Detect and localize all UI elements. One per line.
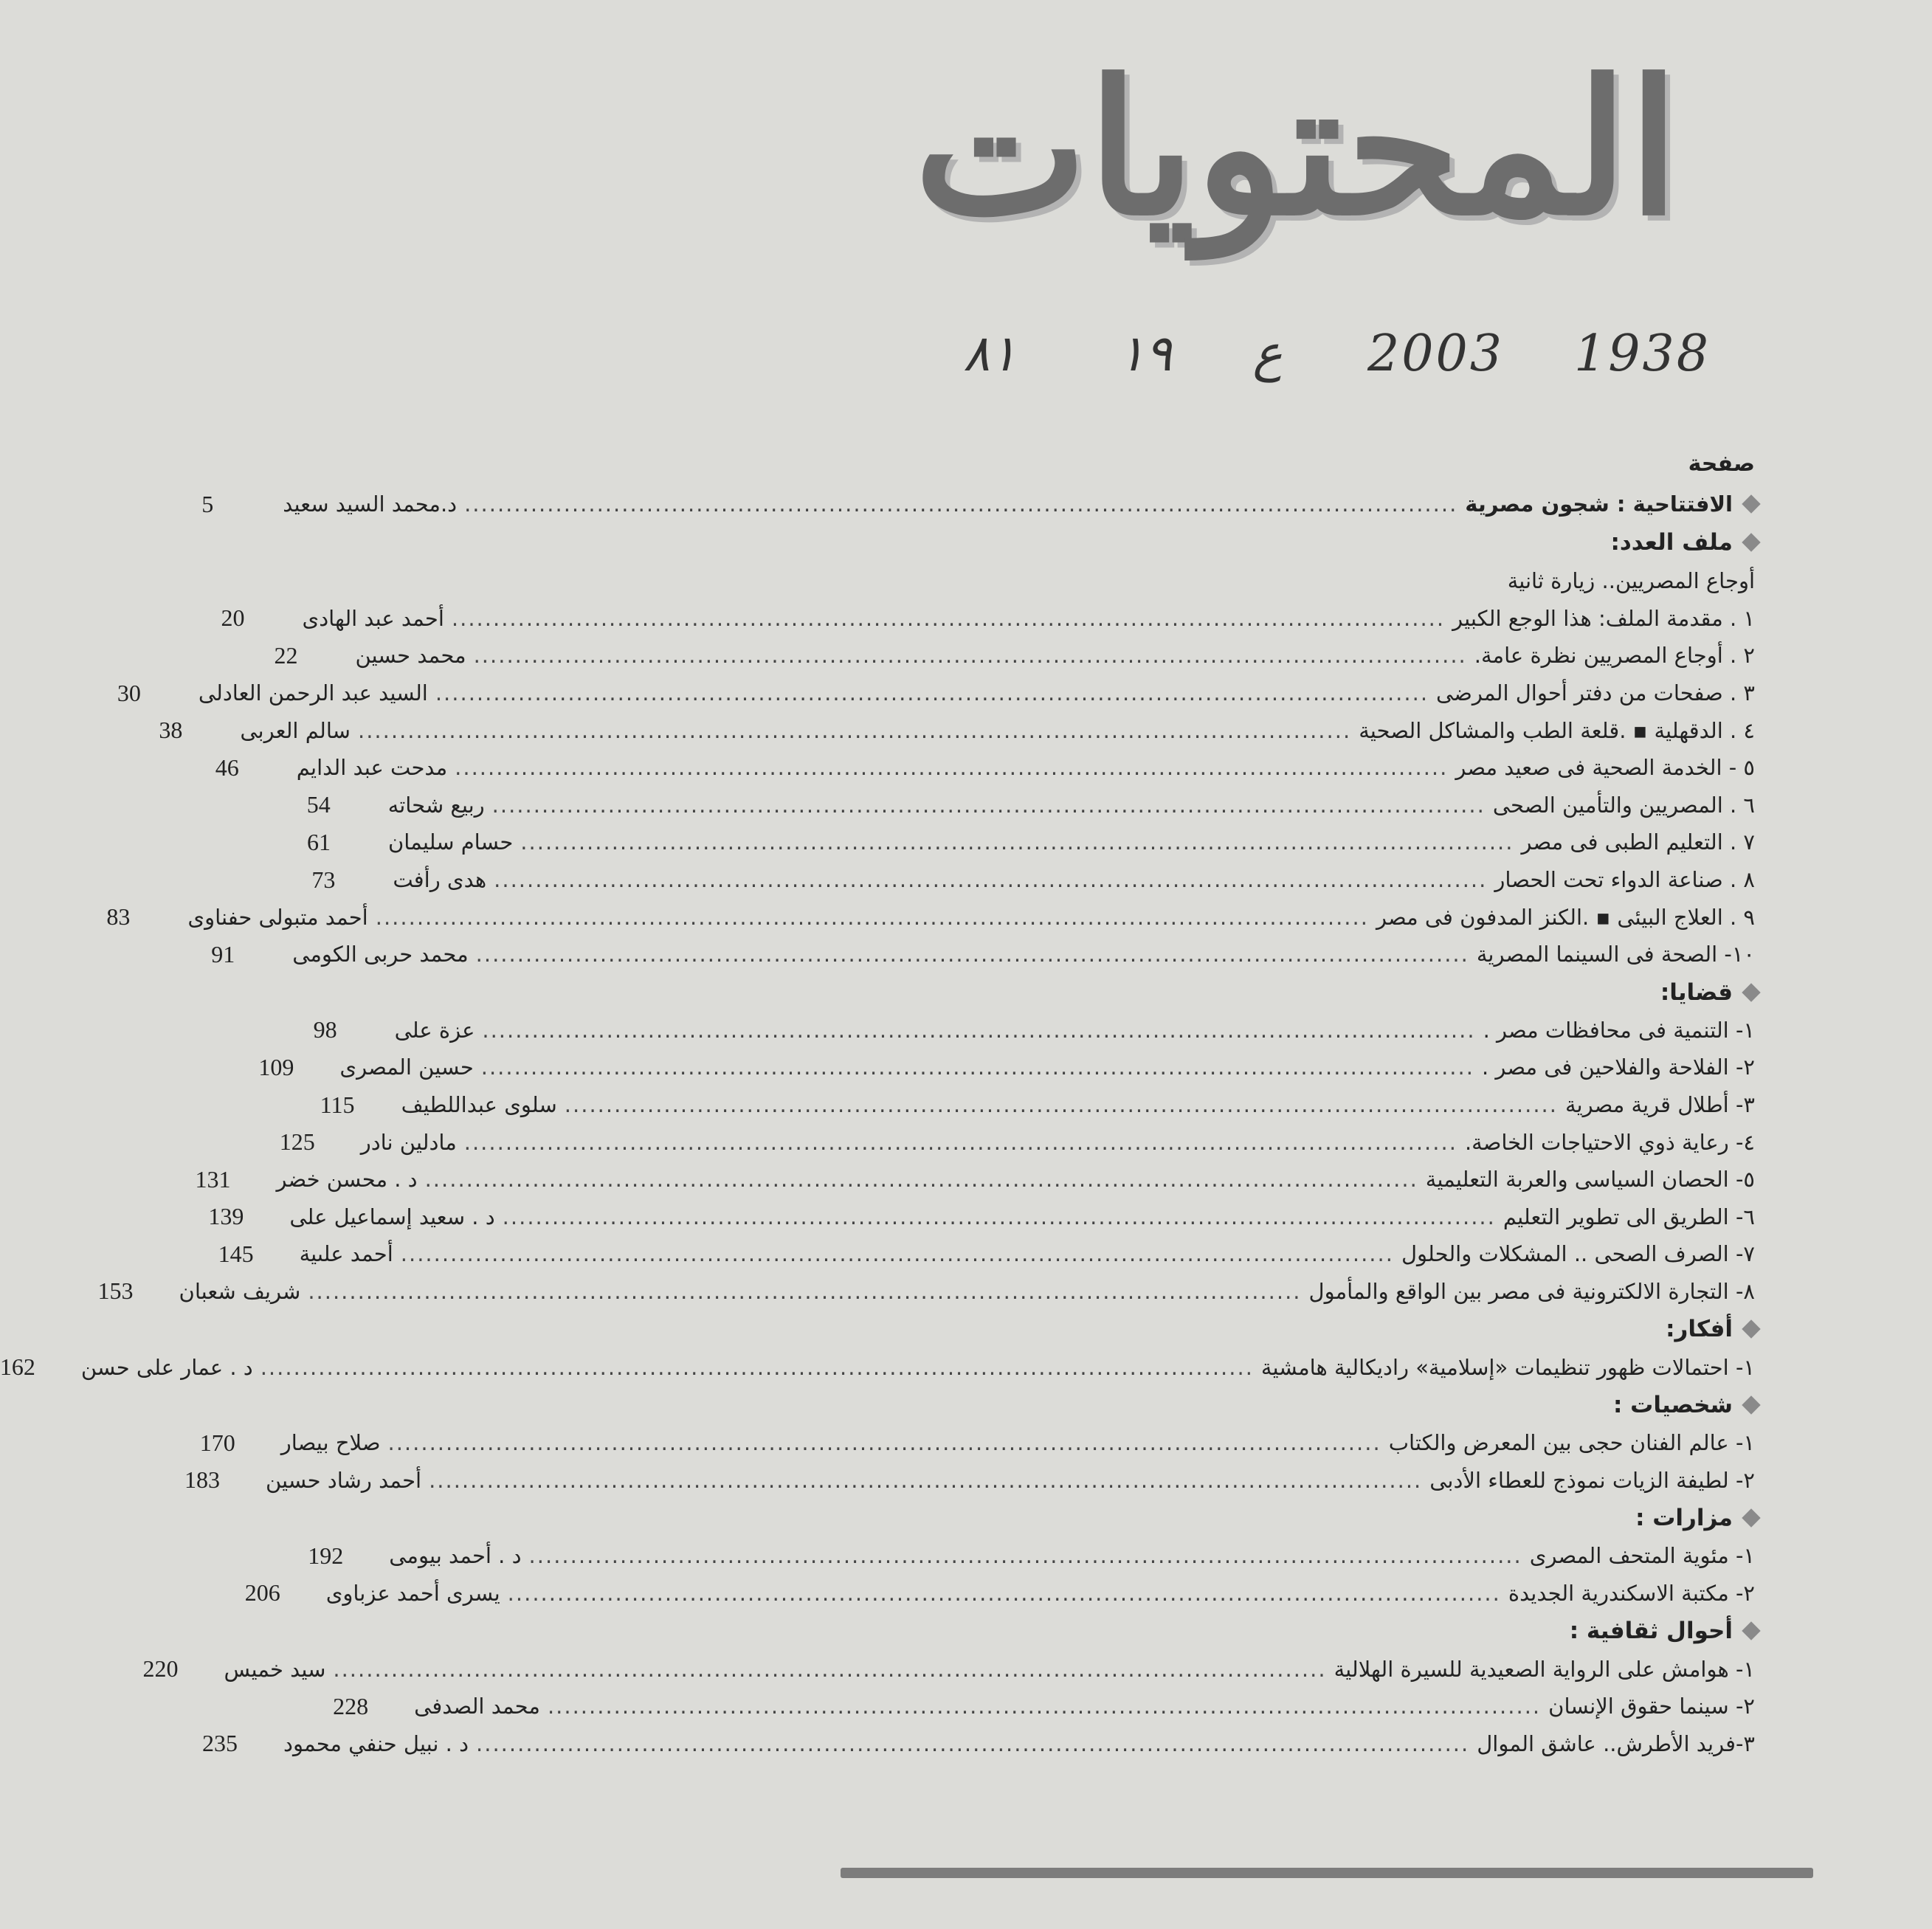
section-label: ملف العدد: [1610, 528, 1733, 556]
entry-page-number: 22 [274, 641, 298, 669]
entry-page-number: 30 [117, 679, 141, 706]
diamond-bullet-icon [1742, 533, 1760, 551]
entry-title: ١- عالم الفنان حجى بين المعرض والكتاب [1388, 1430, 1755, 1456]
toc-entry [142, 1650, 1755, 1688]
toc-entry [195, 1161, 1755, 1198]
entry-author: أحمد عبد الهادى [302, 605, 444, 631]
entry-title: ١- مئوية المتحف المصرى [1529, 1543, 1755, 1569]
dot-leader: ........................................................................................................................ [463, 1129, 1457, 1155]
entry-author: شريف شعبان [179, 1278, 301, 1304]
section-heading [838, 1612, 1755, 1650]
entry-page-number: 109 [258, 1053, 294, 1080]
entry-title: ٨- التجارة الالكترونية فى مصر بين الواقع والمأمول [1308, 1278, 1755, 1304]
entry-author: السيد عبد الرحمن العادلى [198, 680, 428, 706]
dot-leader: ........................................................................................................................ [491, 792, 1486, 818]
entry-page-number: 83 [106, 903, 131, 931]
entry-title: ٣-فريد الأطرش.. عاشق الموال [1477, 1730, 1755, 1756]
entry-author: محمد الصدفى [414, 1694, 540, 1719]
entry-page-number: 183 [184, 1466, 220, 1494]
entry-page-number: 220 [142, 1655, 179, 1683]
entry-page-number: 5 [201, 490, 214, 517]
entry-author: د.محمد السيد سعيد [283, 491, 458, 517]
toc-entry [218, 1235, 1755, 1273]
entry-page-number: 46 [215, 753, 239, 781]
toc-entry [117, 674, 1755, 712]
entry-title: ٦ . المصريين والتأمين الصحى [1492, 792, 1755, 818]
diamond-bullet-icon [1742, 983, 1760, 1001]
entry-author: سيد خميس [224, 1656, 326, 1682]
entry-title: ٣- أطلال قرية مصرية [1565, 1092, 1755, 1118]
dot-leader: ........................................................................................................................ [455, 755, 1449, 781]
toc-entry [97, 1273, 1755, 1311]
section-label: شخصيات : [1612, 1391, 1733, 1418]
toc-entry [208, 1198, 1755, 1236]
toc-entry [221, 600, 1755, 638]
section-heading [838, 1310, 1755, 1348]
toc-entry [184, 1461, 1755, 1499]
entry-author: حسام سليمان [387, 829, 514, 855]
diamond-bullet-icon [1742, 1508, 1760, 1527]
dot-leader: ........................................................................................................................ [547, 1694, 1542, 1719]
dot-leader: ........................................................................................................................ [507, 1580, 1501, 1606]
dot-leader: ........................................................................................................................ [480, 1055, 1474, 1080]
entry-title: ٩ . العلاج البيئى ▪ .الكنز المدفون فى مصر [1376, 904, 1755, 930]
dot-leader: ........................................................................................................................ [308, 1278, 1302, 1304]
handwritten-annotation [661, 325, 1932, 413]
toc-entry [199, 1424, 1755, 1462]
dot-leader: ........................................................................................................................ [476, 1730, 1470, 1756]
entry-page-number: 91 [211, 940, 235, 967]
dot-leader: ........................................................................................................................ [357, 717, 1352, 743]
table-of-contents [0, 443, 1755, 1762]
entry-title: ٢- لطيفة الزيات نموذج للعطاء الأدبى [1429, 1467, 1755, 1493]
toc-entry [306, 824, 1755, 861]
entry-title: ٢- مكتبة الاسكندرية الجديدة [1508, 1580, 1755, 1606]
toc-entry [106, 898, 1755, 936]
handwritten-letter: ع [1252, 325, 1283, 383]
toc-entry [159, 711, 1755, 749]
entry-author: هدى رأفت [393, 867, 487, 893]
entry-author: صلاح بيصار [280, 1430, 381, 1456]
entry-page-number: 125 [279, 1128, 315, 1156]
entry-title: ٣ . صفحات من دفتر أحوال المرضى [1436, 680, 1755, 706]
handwritten-number: ٨١ [962, 325, 1017, 383]
handwritten-year: 2003 [1367, 325, 1504, 383]
toc-entry [215, 749, 1755, 787]
entry-title: ٢- الفلاحة والفلاحين فى مصر . [1481, 1055, 1755, 1080]
entry-author: مدحت عبد الدايم [296, 755, 448, 781]
dot-leader: ........................................................................................................................ [494, 867, 1488, 893]
dot-leader: ........................................................................................................................ [435, 680, 1429, 706]
toc-entry [311, 861, 1755, 899]
toc-entry [320, 1086, 1755, 1124]
entry-page-number: 192 [308, 1542, 344, 1569]
diamond-bullet-icon [1742, 495, 1760, 514]
dot-leader: ........................................................................................................................ [260, 1354, 1254, 1380]
entry-page-number: 145 [218, 1240, 254, 1267]
toc-entry [258, 1049, 1755, 1086]
entry-page-number: 235 [202, 1730, 238, 1757]
dot-leader: ........................................................................................................................ [400, 1241, 1394, 1267]
entry-page-number: 20 [221, 604, 245, 632]
section-heading [838, 1499, 1755, 1537]
dot-leader: ........................................................................................................................ [375, 904, 1369, 930]
entry-author: يسرى أحمد عزباوى [325, 1580, 500, 1606]
dot-leader: ........................................................................................................................ [475, 942, 1469, 967]
entry-page-number: 206 [244, 1579, 280, 1607]
entry-title: ٤- رعاية ذوي الاحتياجات الخاصة. [1464, 1129, 1755, 1155]
entry-page-number: 139 [208, 1203, 244, 1230]
entry-page-number: 170 [199, 1429, 235, 1456]
entry-title: ٥ - الخدمة الصحية فى صعيد مصر [1455, 755, 1755, 781]
dot-leader: ........................................................................................................................ [502, 1204, 1496, 1229]
entry-title: ١- هوامش على الرواية الصعيدية للسيرة الهلالية [1334, 1656, 1755, 1682]
entry-title: ٧- الصرف الصحى .. المشكلات والحلول [1401, 1241, 1755, 1267]
toc-entry [313, 1012, 1755, 1049]
entry-page-number: 115 [320, 1091, 355, 1118]
entry-title: ١- احتمالات ظهور تنظيمات «إسلامية» راديكالية هامشية [1260, 1354, 1755, 1380]
entry-title: ٧ . التعليم الطبى فى مصر [1521, 829, 1755, 855]
entry-author: مادلين نادر [360, 1129, 457, 1155]
bottom-rule [841, 1868, 1813, 1878]
entry-author: د . عمار على حسن [80, 1354, 253, 1380]
entry-author: د . محسن خضر [276, 1167, 418, 1193]
section-heading [838, 523, 1755, 562]
toc-entry [308, 1537, 1755, 1575]
entry-author: محمد حسين [355, 643, 466, 669]
entry-title: ٨ . صناعة الدواء تحت الحصار [1494, 867, 1755, 893]
diamond-bullet-icon [1742, 1395, 1760, 1414]
entry-author: د . أحمد بيومى [389, 1543, 522, 1569]
section-heading [838, 973, 1755, 1012]
entry-author: حسين المصرى [339, 1055, 474, 1080]
toc-entry [201, 486, 1755, 523]
section-label: قضايا: [1660, 979, 1733, 1006]
diamond-bullet-icon [1742, 1622, 1760, 1640]
entry-author: أحمد علىية [299, 1241, 393, 1267]
dot-leader: ........................................................................................................................ [429, 1467, 1423, 1493]
entry-title: ٢ . أوجاع المصريين نظرة عامة. [1474, 643, 1755, 669]
handwritten-number: ١٩ [1117, 325, 1172, 383]
dot-leader: ........................................................................................................................ [520, 829, 1514, 855]
subsection-title: أوجاع المصريين.. زيارة ثانية [1507, 567, 1755, 593]
toc-entry [211, 936, 1755, 973]
dot-leader: ........................................................................................................................ [333, 1656, 1327, 1682]
entry-author: محمد حربى الكومى [292, 942, 469, 967]
entry-title: ١ . مقدمة الملف: هذا الوجع الكبير [1452, 605, 1755, 631]
entry-author: عزة على [394, 1017, 475, 1043]
entry-page-number: 98 [313, 1016, 337, 1043]
entry-title: ٢- سينما حقوق الإنسان [1548, 1694, 1755, 1719]
entry-author: د . نبيل حنفي محمود [283, 1730, 469, 1756]
entry-author: سلوى عبداللطيف [401, 1092, 557, 1118]
dot-leader: ........................................................................................................................ [473, 643, 1467, 669]
toc-entry [333, 1688, 1755, 1725]
entry-title: ٤ . الدقهلية ▪ .قلعة الطب والمشاكل الصحية [1359, 717, 1755, 743]
entry-title: ٥- الحصان السياسى والعربة التعليمية [1425, 1167, 1755, 1193]
toc-entry [244, 1575, 1755, 1612]
entry-author: أحمد رشاد حسين [265, 1467, 422, 1493]
entry-page-number: 228 [333, 1692, 369, 1719]
entry-page-number: 162 [0, 1353, 35, 1381]
dot-leader: ........................................................................................................................ [564, 1092, 1558, 1118]
entry-page-number: 38 [159, 717, 183, 744]
entry-page-number: 61 [306, 828, 331, 855]
diamond-bullet-icon [1742, 1320, 1760, 1339]
toc-entry [0, 1348, 1755, 1386]
section-label: مزارات : [1635, 1505, 1733, 1532]
entry-title: ٦- الطريق الى تطوير التعليم [1503, 1204, 1755, 1229]
page-column-header: صفحة [1688, 451, 1755, 477]
entry-author: سالم العربى [240, 717, 351, 743]
entry-title: الافتتاحية : شجون مصرية [1465, 491, 1733, 517]
dot-leader: ........................................................................................................................ [482, 1017, 1476, 1043]
section-heading [838, 1386, 1755, 1424]
toc-entry [279, 1123, 1755, 1161]
section-label: أحوال ثقافية : [1569, 1618, 1733, 1645]
toc-entry [306, 787, 1755, 824]
entry-title: ١- التنمية فى محافظات مصر . [1483, 1017, 1755, 1043]
entry-page-number: 131 [195, 1165, 231, 1193]
toc-entry [274, 637, 1755, 674]
entry-page-number: 54 [306, 791, 331, 818]
entry-title: ١٠- الصحة فى السينما المصرية [1476, 942, 1755, 967]
dot-leader: ........................................................................................................................ [451, 605, 1446, 631]
entry-page-number: 153 [97, 1277, 134, 1305]
section-label: أفكار: [1666, 1316, 1733, 1343]
entry-author: ربيع شحاته [387, 792, 485, 818]
dot-leader: ........................................................................................................................ [387, 1430, 1381, 1456]
dot-leader: ........................................................................................................................ [528, 1543, 1522, 1569]
dot-leader: ........................................................................................................................ [464, 491, 1458, 517]
dot-leader: ........................................................................................................................ [424, 1167, 1418, 1193]
entry-page-number: 73 [311, 866, 336, 893]
toc-entry [202, 1725, 1755, 1762]
entry-author: د . سعيد إسماعيل على [289, 1204, 495, 1229]
toc-list [0, 486, 1755, 1762]
page-title: المحتويات [914, 39, 1680, 256]
handwritten-year: 1938 [1573, 325, 1711, 383]
entry-author: أحمد متبولى حفناوى [187, 904, 368, 930]
